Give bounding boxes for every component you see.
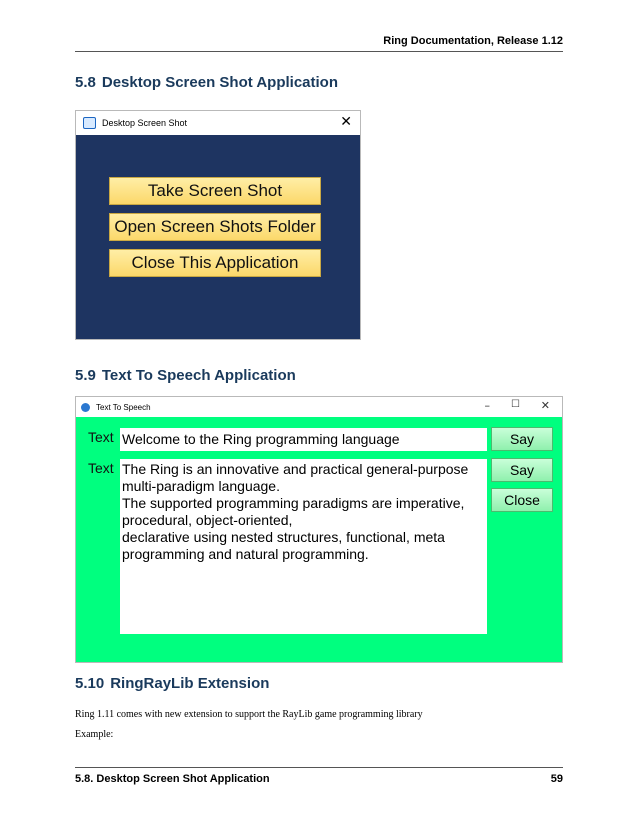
text-to-speech-window [75, 396, 563, 663]
running-header: Ring Documentation, Release 1.12 [383, 35, 563, 47]
footer-rule [75, 767, 563, 768]
section-heading-5-10 [75, 675, 269, 692]
window-title: Desktop Screen Shot [102, 118, 188, 128]
body-paragraph: Ring 1.11 comes with new extension to support the RayLib game programming library [75, 709, 423, 720]
section-number: 5.10 [75, 675, 105, 692]
say-button-2[interactable]: Say [491, 458, 553, 482]
take-screen-shot-button[interactable]: Take Screen Shot [109, 177, 321, 205]
close-icon[interactable]: ✕ [540, 399, 550, 412]
line-text-input[interactable]: Welcome to the Ring programming language [120, 428, 487, 451]
section-heading-5-8 [75, 74, 338, 91]
text-label-1: Text [88, 429, 114, 445]
maximize-icon[interactable]: ☐ [511, 399, 520, 410]
page-number: 59 [550, 773, 563, 785]
section-title: RingRayLib Extension [110, 675, 270, 692]
app-icon [81, 403, 90, 412]
window-titlebar [76, 397, 562, 417]
text-label-2: Text [88, 460, 114, 476]
section-number: 5.8 [75, 74, 96, 91]
open-screen-shots-folder-button[interactable]: Open Screen Shots Folder [109, 213, 321, 241]
section-title: Desktop Screen Shot Application [101, 74, 339, 91]
window-titlebar [76, 111, 360, 135]
close-icon[interactable]: ✕ [340, 114, 352, 130]
section-number: 5.9 [75, 367, 96, 384]
minimize-icon[interactable]: – [484, 399, 490, 412]
section-title: Text To Speech Application [101, 367, 296, 384]
section-heading-5-9 [75, 367, 296, 384]
window-title: Text To Speech [96, 402, 151, 412]
say-button-1[interactable]: Say [491, 427, 553, 451]
body-paragraph: Example: [75, 729, 114, 740]
close-application-button[interactable]: Close This Application [109, 249, 321, 277]
close-button[interactable]: Close [491, 488, 553, 512]
header-rule [75, 51, 563, 52]
screenshot-app-window [75, 110, 361, 340]
multiline-text-area[interactable]: The Ring is an innovative and practical general-purpose multi-paradigm language. The supported programming paradigms are imperative, procedural, object-oriented, declarative using nested structures, functional, meta programming and natural programming. [120, 459, 487, 634]
footer-section: 5.8. Desktop Screen Shot Application [75, 773, 270, 785]
app-icon [83, 117, 96, 129]
